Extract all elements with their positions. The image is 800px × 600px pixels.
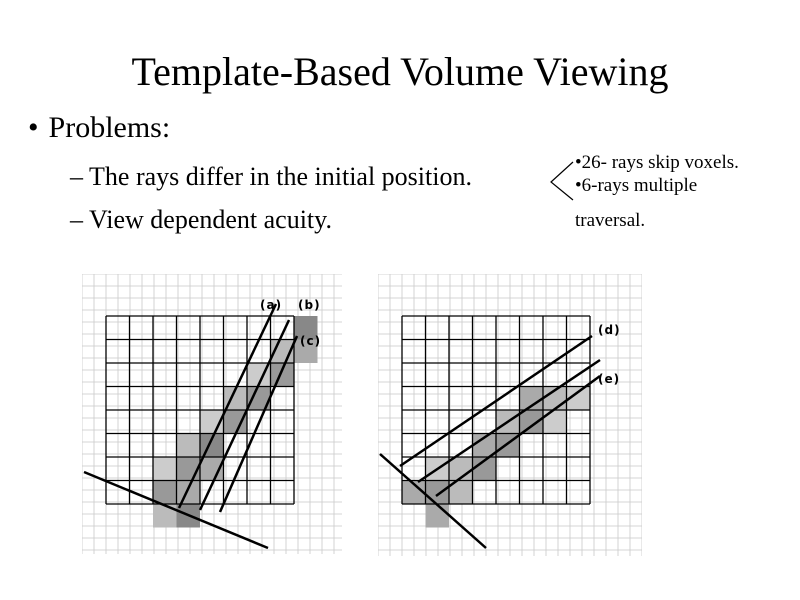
bullet-text: Problems: (48, 111, 171, 144)
label-a: (a) (260, 298, 283, 312)
bullet-dot: • (28, 111, 39, 144)
note-26-rays: •26- rays skip voxels. (575, 152, 739, 173)
label-d: (d) (598, 323, 621, 337)
label-c: (c) (300, 334, 322, 348)
label-b: (b) (298, 298, 321, 312)
shaded-voxel (426, 481, 450, 505)
ray-d2 (418, 360, 600, 482)
bracket-connector (549, 160, 575, 204)
shaded-voxel (153, 457, 177, 481)
slide-title: Template-Based Volume Viewing (131, 49, 669, 94)
bullet-problems (28, 108, 170, 148)
shaded-voxel (543, 410, 567, 434)
shaded-voxel (177, 434, 201, 458)
ray-template-figure-left (82, 274, 342, 554)
ray-template-figure-right (378, 274, 642, 556)
shaded-voxel (426, 504, 450, 528)
shaded-voxel (177, 481, 201, 505)
subpoint-initial-position: – The rays differ in the initial position. (70, 162, 472, 191)
note-traversal: traversal. (575, 210, 646, 231)
subpoint-view-dependent: – View dependent acuity. (70, 205, 332, 234)
shaded-voxel (271, 363, 295, 387)
label-e: (e) (598, 372, 621, 386)
shaded-voxel (153, 481, 177, 505)
shaded-voxel (224, 410, 248, 434)
note-6-rays: •6-rays multiple (575, 175, 698, 196)
